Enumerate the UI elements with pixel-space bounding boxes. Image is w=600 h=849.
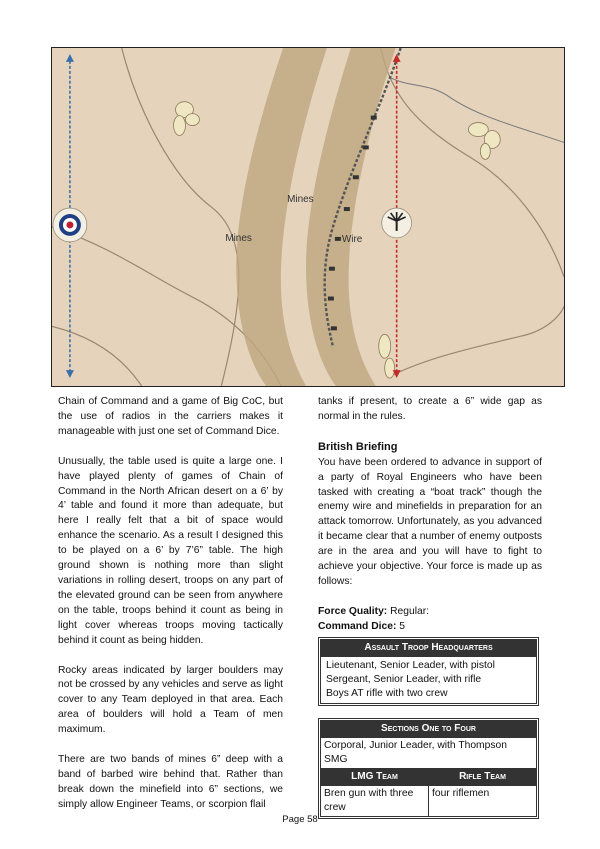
paragraph: Unusually, the table used is quite a large one. I have played plenty of games of Chain of Command in the North African desert on a 6’ by 4’ table and found it more than adequate, but here I really felt that a bit of space would enhance the scenario. As a result I designed this to be played on a 6’ by 7’6” table. The high ground shown is nothing more than slight variations in rolling desert, troops on any part of the elevated ground can be seen from anywhere on the table, troops behind it count as being in light cover whereas troops moving tactically behind it count as being hidden.	[58, 455, 283, 646]
paragraph: You have been ordered to advance in support of a party of Royal Engineers who have been tasked with creating a “boat track” though the enemy wire and minefields in preparation for an attack tomorrow. Unfortunately, as you advanced it became clear that a number of enemy outposts are in the area and you will have to fight to achieve your objective. Your force is made up as follows:	[318, 456, 542, 587]
rifle-team-header: Rifle Team	[429, 768, 537, 785]
hq-table-body	[321, 656, 537, 703]
hq-row: Sergeant, Senior Leader, with rifle	[326, 673, 482, 685]
command-dice-label: Command Dice:	[318, 620, 397, 632]
hq-row: Lieutenant, Senior Leader, with pistol	[326, 659, 495, 671]
map-label-mines-right: Mines	[287, 194, 314, 206]
command-dice	[318, 620, 542, 635]
command-dice-value: 5	[396, 620, 405, 632]
palm-marker-icon	[382, 208, 412, 238]
paragraph: tanks if present, to create a 6” wide gap as normal in the rules.	[318, 396, 542, 422]
hq-table	[320, 639, 537, 704]
force-quality	[318, 605, 542, 620]
right-text-column	[318, 395, 542, 831]
hq-table-box	[318, 637, 539, 706]
hq-table-title: Assault Troop Headquarters	[321, 639, 537, 656]
left-text-column	[58, 395, 283, 828]
rifle-team-body: four riflemen	[429, 785, 537, 816]
section-heading: British Briefing	[318, 440, 398, 453]
map-svg	[52, 48, 564, 386]
sections-leader: Corporal, Junior Leader, with Thompson SMG	[321, 737, 537, 768]
force-quality-value: Regular:	[387, 605, 430, 617]
scenario-map	[51, 47, 565, 387]
hq-row: Boys AT rifle with two crew	[326, 687, 448, 699]
map-label-wire: Wire	[341, 233, 363, 245]
force-quality-label: Force Quality:	[318, 605, 388, 617]
paragraph: Rocky areas indicated by larger boulders may not be crossed by any vehicles and serve as light cover to any Team deployed in that area. Each area of boulders will hold a Team of men maximum.	[58, 664, 283, 736]
map-label-mines-left: Mines	[225, 232, 252, 244]
sections-table	[320, 720, 537, 817]
lmg-team-body: Bren gun with three crew	[321, 785, 429, 816]
raf-roundel-icon	[53, 208, 87, 242]
lmg-team-header: LMG Team	[321, 768, 429, 785]
page-number: Page 58	[282, 814, 318, 825]
sections-table-box	[318, 718, 539, 819]
paragraph: Chain of Command and a game of Big CoC, but the use of radios in the carriers makes it manageable with just one set of Command Dice.	[58, 396, 283, 437]
sections-table-title: Sections One to Four	[321, 720, 537, 737]
paragraph: There are two bands of mines 6” deep with a band of barbed wire behind that. Rather than break down the minefield into 6” sections, we simply allow Engineer Teams, or scorpion flail	[58, 754, 283, 810]
